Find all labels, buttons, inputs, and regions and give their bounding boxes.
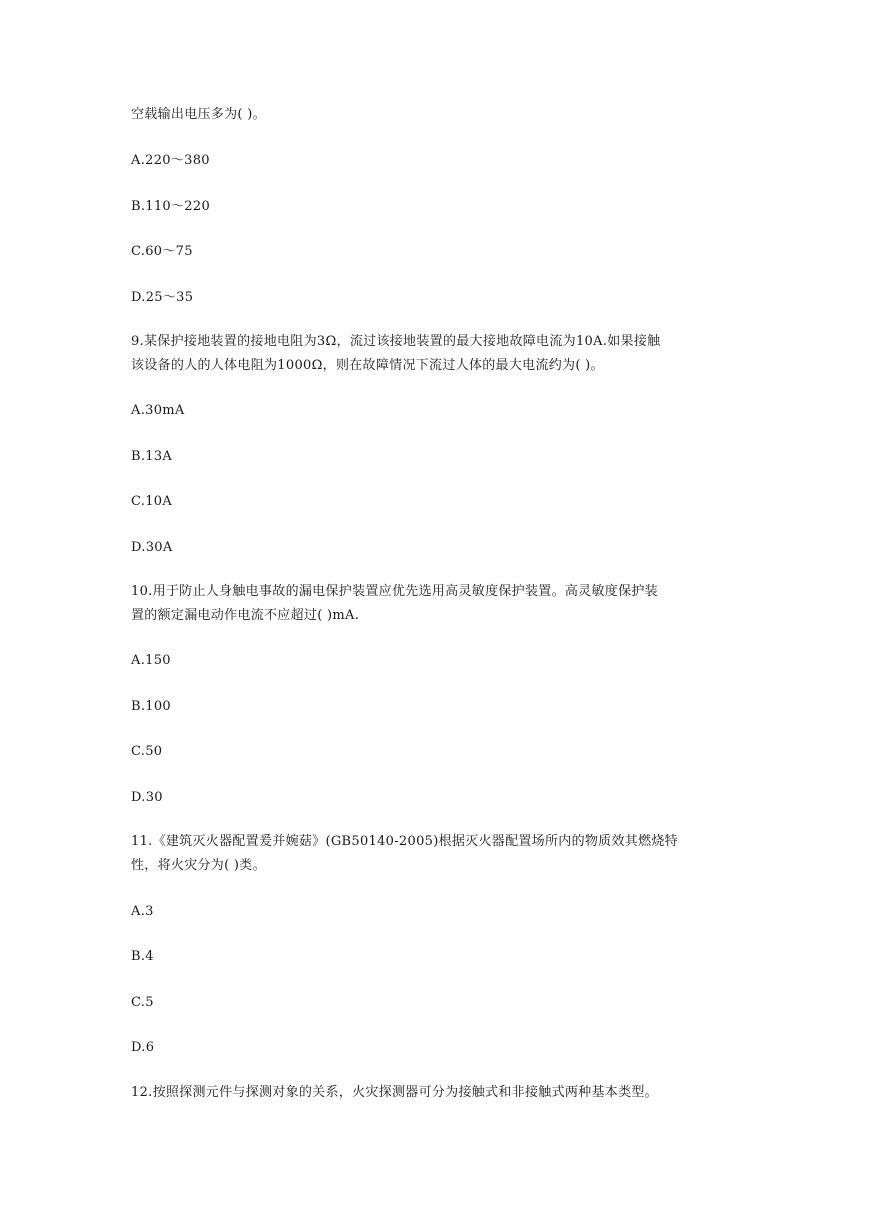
question-12-stem-line-1: 12.按照探测元件与探测对象的关系，火灾探测器可分为接触式和非接触式两种基本类型。 (131, 1085, 658, 1100)
question-10-option-b: B.100 (131, 699, 171, 714)
question-8-option-b: B.110～220 (131, 199, 211, 214)
question-9-stem-line-2: 该设备的人的人体电阻为1000Ω，则在故障情况下流过人体的最大电流约为( )。 (131, 358, 604, 373)
question-8-option-a: A.220～380 (131, 153, 210, 168)
question-9-option-a: A.30mA (131, 403, 185, 418)
question-11-stem-line-2: 性，将火灾分为( )类。 (131, 858, 266, 873)
question-9-stem-line-1: 9.某保护接地装置的接地电阻为3Ω，流过该接地装置的最大接地故障电流为10A.如果接触 (131, 334, 661, 349)
question-9-option-b: B.13A (131, 449, 173, 464)
question-10-option-d: D.30 (131, 790, 163, 805)
question-8-option-d: D.25～35 (131, 290, 194, 305)
question-8-option-c: C.60～75 (131, 244, 193, 259)
question-10-option-a: A.150 (131, 653, 171, 668)
question-11-option-c: C.5 (131, 995, 154, 1010)
question-9-option-c: C.10A (131, 494, 173, 509)
question-8-stem-tail: 空载输出电压多为( )。 (131, 107, 266, 122)
question-11-stem-line-1: 11.《建筑灭火器配置爰并婉菇》(GB50140-2005)根据灭火器配置场所内的物质效其燃烧特 (131, 834, 678, 849)
question-11-option-b: B.4 (131, 949, 154, 964)
question-11-option-a: A.3 (131, 904, 154, 919)
question-10-stem-line-2: 置的额定漏电动作电流不应超过( )mA. (131, 608, 360, 623)
question-10-stem-line-1: 10.用于防止人身触电事故的漏电保护装置应优先选用高灵敏度保护装置。高灵敏度保护装 (131, 584, 658, 599)
question-9-option-d: D.30A (131, 540, 173, 555)
question-10-option-c: C.50 (131, 744, 163, 759)
question-11-option-d: D.6 (131, 1040, 155, 1055)
